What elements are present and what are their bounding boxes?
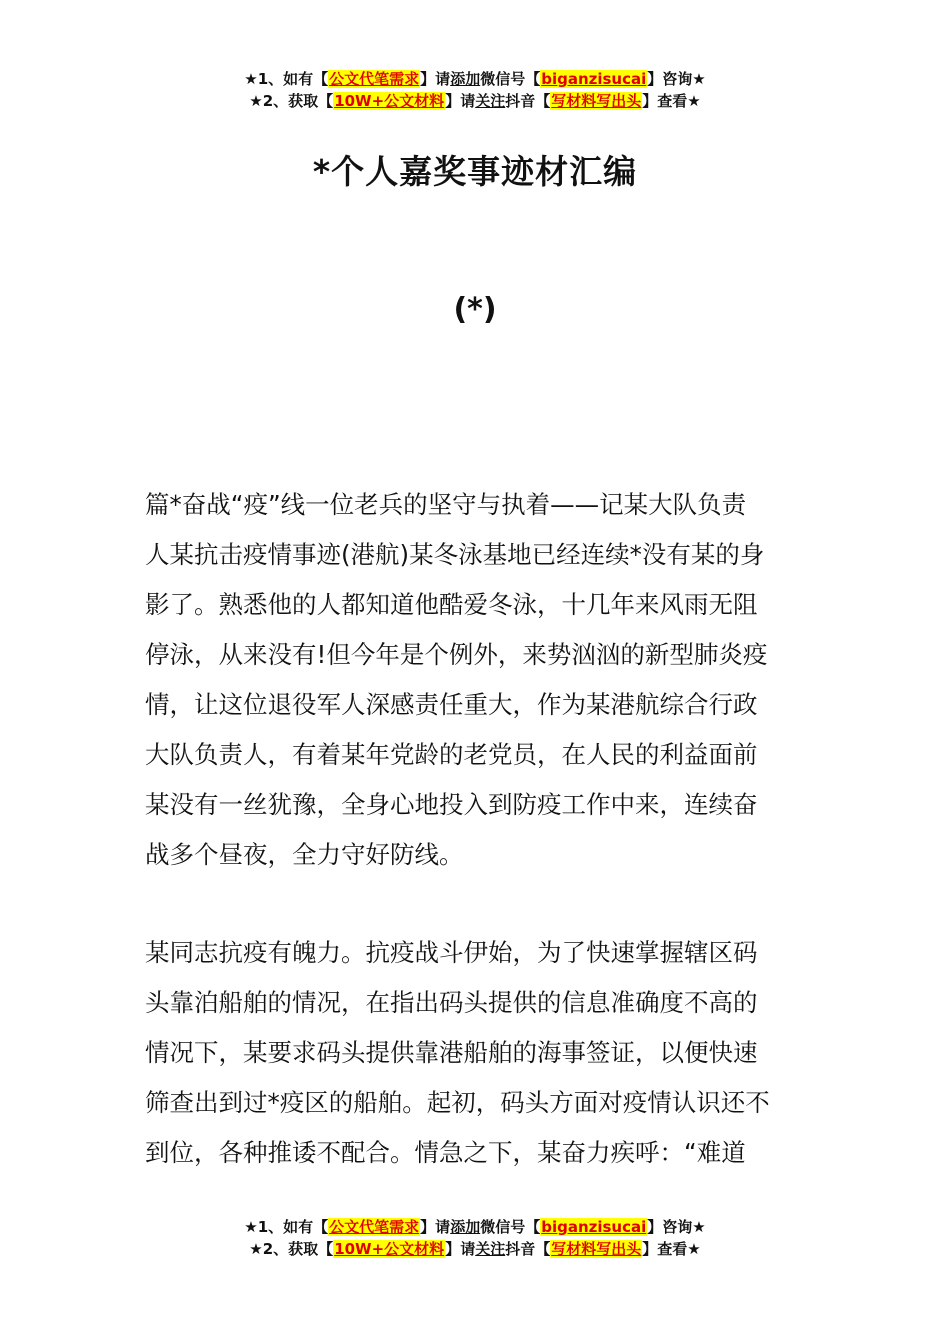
text-line: 大队负责人，有着某年党龄的老党员，在人民的利益面前 [145,740,758,769]
banner-line-2 [0,90,950,112]
banner-text: 】咨询★ [647,1218,706,1236]
banner-line-1 [0,68,950,90]
highlight-materials: 10W+公文材料 [334,1240,445,1258]
banner-text: 】请 [445,92,476,110]
highlight-materials: 10W+公文材料 [334,92,445,110]
text-line: 情，让这位退役军人深感责任重大，作为某港航综合行政 [145,690,758,719]
paragraph-1 [145,480,809,880]
highlight-douyin-account: 写材料写出头 [551,92,642,110]
banner-text: ★2、获取【 [249,92,334,110]
text-line: 战多个昼夜，全力守好防线。 [145,840,464,869]
banner-text: ★2、获取【 [249,1240,334,1258]
text-line: 人某抗击疫情事迹(港航)某冬泳基地已经连续*没有某的身 [145,540,765,569]
text-line: 筛查出到过*疫区的船舶。起初，码头方面对疫情认识还不 [145,1088,770,1117]
bottom-banner [0,1216,950,1260]
banner-text: 】请 [420,70,451,88]
document-title: *个人嘉奖事迹材汇编 [312,152,638,191]
banner-underlined: 关注 [475,1240,506,1258]
banner-underlined: 关注 [475,92,506,110]
banner-text: 抖音【 [505,92,551,110]
highlight-writing-service: 公文代笔需求 [329,1218,420,1236]
banner-underlined: 添加 [450,70,481,88]
text-line: 头靠泊船舶的情况，在指出码头提供的信息准确度不高的 [145,988,758,1017]
highlight-writing-service: 公文代笔需求 [329,70,420,88]
banner-text: 微信号【 [480,70,541,88]
banner-text: ★1、如有【 [244,70,329,88]
banner-text: 抖音【 [505,1240,551,1258]
highlight-wechat-id: biganzisucai [541,70,647,88]
text-line: 某同志抗疫有魄力。抗疫战斗伊始，为了快速掌握辖区码 [145,938,758,967]
document-subtitle: (*) [453,292,497,327]
top-banner [0,68,950,112]
text-line: 停泳，从来没有!但今年是个例外，来势汹汹的新型肺炎疫 [145,640,768,669]
paragraph-2 [145,928,809,1178]
highlight-douyin-account: 写材料写出头 [551,1240,642,1258]
banner-text: 】请 [445,1240,476,1258]
text-line: 篇*奋战“疫”线一位老兵的坚守与执着——记某大队负责 [145,490,747,519]
banner-text: 】查看★ [642,1240,701,1258]
banner-text: 】请 [420,1218,451,1236]
text-line: 到位，各种推诿不配合。情急之下，某奋力疾呼：“难道 [145,1138,746,1167]
text-line: 影了。熟悉他的人都知道他酷爱冬泳，十几年来风雨无阻 [145,590,758,619]
banner-line-1 [0,1216,950,1238]
banner-text: 】咨询★ [647,70,706,88]
text-line: 情况下，某要求码头提供靠港船舶的海事签证，以便快速 [145,1038,758,1067]
banner-text: ★1、如有【 [244,1218,329,1236]
banner-underlined: 添加 [450,1218,481,1236]
banner-text: 】查看★ [642,92,701,110]
highlight-wechat-id: biganzisucai [541,1218,647,1236]
banner-line-2 [0,1238,950,1260]
banner-text: 微信号【 [480,1218,541,1236]
text-line: 某没有一丝犹豫，全身心地投入到防疫工作中来，连续奋 [145,790,758,819]
